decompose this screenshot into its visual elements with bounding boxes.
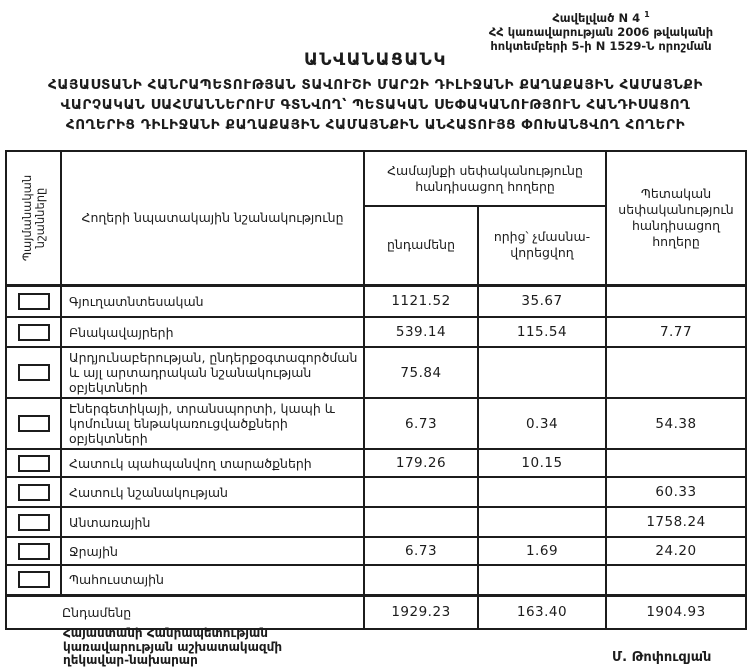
signatory-line: Հայաստանի Հանրապետության bbox=[63, 626, 268, 640]
table-row bbox=[6, 285, 746, 317]
column-header-state-owned: Պետական սեփականություն հանդիսացող հողերը bbox=[606, 151, 746, 285]
total-non-privatized: 163.40 bbox=[478, 595, 606, 629]
table-row bbox=[6, 449, 746, 477]
row-label: Հատուկ պահպանվող տարածքների bbox=[61, 449, 364, 477]
appendix-line-1 bbox=[452, 8, 750, 25]
appendix-line-1-text: Հավելված N 4 bbox=[552, 10, 641, 25]
table-row bbox=[6, 398, 746, 449]
page-subtitle bbox=[0, 75, 751, 135]
table-row bbox=[6, 565, 746, 595]
footer-signatory bbox=[63, 627, 282, 668]
legend-box-icon bbox=[18, 484, 50, 501]
value-state: 60.33 bbox=[606, 477, 746, 507]
column-group-community-ownership: Համայնքի սեփականությունը հանդիսացող հողերը bbox=[364, 151, 606, 206]
value-non-privatized bbox=[478, 507, 606, 537]
table-total-row bbox=[6, 595, 746, 629]
row-label: Ջրային bbox=[61, 537, 364, 565]
value-non-privatized bbox=[478, 347, 606, 398]
sign-cell bbox=[6, 285, 61, 317]
row-label: Բնակավայրերի bbox=[61, 317, 364, 347]
value-non-privatized bbox=[478, 477, 606, 507]
row-label: Անտառային bbox=[61, 507, 364, 537]
column-header-conditional-signs bbox=[6, 151, 61, 285]
row-label: Արդյունաբերության, ընդերքօգտագործման և այլ արտադրական նշանակության օբյեկտների bbox=[61, 347, 364, 398]
value-non-privatized: 115.54 bbox=[478, 317, 606, 347]
row-label: Գյուղատնտեսական bbox=[61, 285, 364, 317]
value-community-total bbox=[364, 565, 478, 595]
value-non-privatized: 35.67 bbox=[478, 285, 606, 317]
subtitle-line: ՀՈՂԵՐԻՑ ԴԻԼԻՋԱՆԻ ՔԱՂԱՔԱՅԻՆ ՀԱՄԱՅՆՔԻՆ ԱՆՀԱՏՈՒՅՑ ՓՈԽԱՆՑՎՈՂ ՀՈՂԵՐԻ bbox=[65, 117, 686, 133]
appendix-superscript: 1 bbox=[644, 10, 650, 19]
appendix-line-3: հոկտեմբերի 5-ի N 1529-Ն որոշման bbox=[490, 38, 712, 53]
row-label: Հատուկ նշանակության bbox=[61, 477, 364, 507]
legend-box-icon bbox=[18, 364, 50, 381]
signature-name: Մ. Թոփուզյան bbox=[612, 650, 712, 665]
column-header-total: ընդամենը bbox=[364, 206, 478, 285]
legend-box-icon bbox=[18, 324, 50, 341]
total-row-label: Ընդամենը bbox=[6, 595, 364, 629]
sign-cell bbox=[6, 347, 61, 398]
sign-cell bbox=[6, 449, 61, 477]
table-row bbox=[6, 347, 746, 398]
row-label: Էներգետիկայի, տրանսպորտի, կապի և կոմունալ ենթակառուցվածքների օբյեկտների bbox=[61, 398, 364, 449]
value-community-total: 1121.52 bbox=[364, 285, 478, 317]
page-title: ԱՆՎԱՆԱՑԱՆԿ bbox=[304, 50, 447, 70]
value-state: 1758.24 bbox=[606, 507, 746, 537]
legend-box-icon bbox=[18, 514, 50, 531]
sign-cell bbox=[6, 317, 61, 347]
value-state: 24.20 bbox=[606, 537, 746, 565]
value-state bbox=[606, 565, 746, 595]
subtitle-line: ՎԱՐՉԱԿԱՆ ՍԱՀՄԱՆՆԵՐՈՒՄ ԳՏՆՎՈՂ՝ ՊԵՏԱԿԱՆ ՍԵՓԱԿԱՆՈՒԹՅՈՒՆ ՀԱՆԴԻՍԱՑՈՂ bbox=[60, 97, 691, 113]
sign-cell bbox=[6, 507, 61, 537]
table-row bbox=[6, 507, 746, 537]
value-community-total: 6.73 bbox=[364, 537, 478, 565]
legend-box-icon bbox=[18, 415, 50, 432]
legend-box-icon bbox=[18, 543, 50, 560]
signatory-line: ղեկավար-նախարար bbox=[63, 653, 198, 667]
sign-cell bbox=[6, 398, 61, 449]
value-community-total bbox=[364, 477, 478, 507]
row-label: Պահուստային bbox=[61, 565, 364, 595]
value-non-privatized: 1.69 bbox=[478, 537, 606, 565]
appendix-note bbox=[452, 8, 750, 53]
table-row bbox=[6, 477, 746, 507]
column-header-non-privatized: որից՝ չմասնա-վորեցվող bbox=[478, 206, 606, 285]
value-non-privatized bbox=[478, 565, 606, 595]
conditional-signs-label: Պայմանական նշանները bbox=[19, 174, 47, 261]
value-community-total: 179.26 bbox=[364, 449, 478, 477]
value-state bbox=[606, 285, 746, 317]
sign-cell bbox=[6, 537, 61, 565]
value-non-privatized: 10.15 bbox=[478, 449, 606, 477]
appendix-line-2: ՀՀ կառավարության 2006 թվականի bbox=[488, 24, 714, 39]
value-state bbox=[606, 449, 746, 477]
value-community-total: 539.14 bbox=[364, 317, 478, 347]
value-state bbox=[606, 347, 746, 398]
legend-box-icon bbox=[18, 293, 50, 310]
value-community-total bbox=[364, 507, 478, 537]
total-state: 1904.93 bbox=[606, 595, 746, 629]
value-community-total: 75.84 bbox=[364, 347, 478, 398]
table-row bbox=[6, 537, 746, 565]
column-header-land-designation: Հողերի նպատակային նշանակությունը bbox=[61, 151, 364, 285]
value-community-total: 6.73 bbox=[364, 398, 478, 449]
legend-box-icon bbox=[18, 455, 50, 472]
land-transfer-table bbox=[5, 150, 747, 630]
table-row bbox=[6, 317, 746, 347]
subtitle-line: ՀԱՅԱՍՏԱՆԻ ՀԱՆՐԱՊԵՏՈՒԹՅԱՆ ՏԱՎՈՒՇԻ ՄԱՐԶԻ ԴԻԼԻՋԱՆԻ ՔԱՂԱՔԱՅԻՆ ՀԱՄԱՅՆՔԻ bbox=[48, 77, 703, 93]
sign-cell bbox=[6, 477, 61, 507]
signatory-line: կառավարության աշխատակազմի bbox=[63, 639, 283, 654]
legend-box-icon bbox=[18, 571, 50, 588]
value-state: 54.38 bbox=[606, 398, 746, 449]
sign-cell bbox=[6, 565, 61, 595]
value-non-privatized: 0.34 bbox=[478, 398, 606, 449]
value-state: 7.77 bbox=[606, 317, 746, 347]
total-community-total: 1929.23 bbox=[364, 595, 478, 629]
